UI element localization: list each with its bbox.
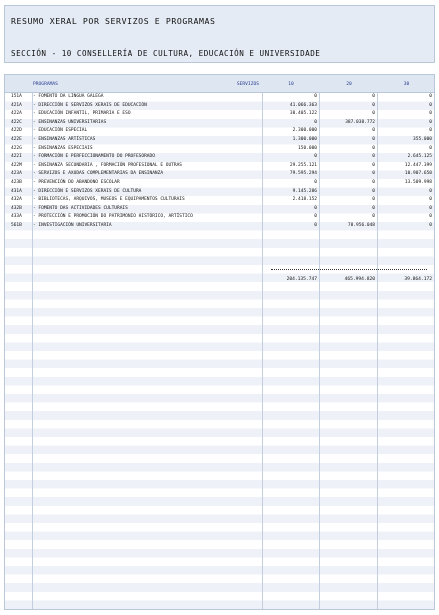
- value-col-30: 2.645.125: [407, 154, 432, 160]
- header-servizos: SERVIZOS: [236, 82, 259, 87]
- table-row: [5, 110, 434, 119]
- value-col-30: 0: [429, 94, 432, 99]
- program-code: 431A: [11, 188, 22, 194]
- program-name: - DIRECCIÓN E SERVIZOS XERAIS DE CULTURA: [33, 188, 142, 194]
- program-code: 432B: [11, 205, 22, 211]
- table-row: [5, 205, 434, 214]
- value-col-30: 0: [429, 111, 432, 117]
- total-col-10: 204.135.747: [286, 277, 317, 282]
- table-header: [5, 75, 434, 93]
- value-col-20: 0: [372, 128, 375, 134]
- table-row: [5, 179, 434, 188]
- program-name: - PREVENCIÓN DO ABANDONO ESCOLAR: [33, 179, 120, 185]
- value-col-30: 0: [429, 145, 432, 151]
- value-col-20: 0: [372, 136, 375, 142]
- table-row: [5, 136, 434, 145]
- table-row: [5, 93, 434, 102]
- value-col-20: 0: [372, 111, 375, 117]
- program-code: 151A: [11, 94, 22, 99]
- table-row: [5, 196, 434, 205]
- value-col-20: 0: [372, 205, 375, 211]
- program-code: 422G: [11, 145, 22, 151]
- value-col-10: 38.405.122: [289, 111, 317, 117]
- program-name: - EDUCACIÓN INFANTIL, PRIMARIA E ESO: [33, 111, 131, 117]
- program-name: - BIBLIOTECAS, ARQUIVOS, MUSEOS E EQUIPAMENTOS CULTURAIS: [33, 197, 185, 203]
- program-code: 561B: [11, 222, 22, 228]
- summary-table: [4, 74, 435, 610]
- program-name: - FOMENTO DAS ACTIVIDADES CULTURAIS: [33, 205, 128, 211]
- value-col-30: 0: [429, 128, 432, 134]
- value-col-30: 0: [429, 205, 432, 211]
- value-col-30: 0: [429, 197, 432, 203]
- value-col-20: 387.038.772: [345, 119, 375, 125]
- report-title: RESUMO XERAL POR SERVIZOS E PROGRAMAS: [11, 16, 216, 26]
- value-col-20: 0: [372, 102, 375, 108]
- program-code: 422A: [11, 111, 22, 117]
- value-col-30: 0: [429, 222, 432, 228]
- header-col-10: 10: [288, 82, 294, 87]
- value-col-30: 10.907.650: [404, 171, 432, 177]
- value-col-20: 0: [372, 94, 375, 99]
- value-col-10: 2.300.000: [292, 128, 317, 134]
- value-col-30: 0: [429, 119, 432, 125]
- value-col-10: 29.255.121: [289, 162, 317, 168]
- table-row: [5, 170, 434, 179]
- value-col-10: 0: [314, 205, 317, 211]
- value-col-10: 1.300.000: [292, 136, 317, 142]
- section-title: SECCIÓN - 10 CONSELLERÍA DE CULTURA, EDUCACIÓN E UNIVERSIDADE: [11, 49, 321, 58]
- program-code: 422E: [11, 136, 22, 142]
- header-col-30: 30: [403, 82, 410, 87]
- program-name: - ENSINANZAS UNIVERSITARIAS: [33, 119, 107, 125]
- value-col-20: 0: [372, 171, 375, 177]
- value-col-30: 0: [429, 214, 432, 220]
- value-col-30: 0: [429, 188, 432, 194]
- header-programas: PROGRAMAS: [33, 82, 58, 87]
- program-code: 423B: [11, 179, 22, 185]
- program-name: - ENSINANZA SECUNDARIA , FORMACIÓN PROFESIONAL E OUTRAS: [33, 162, 183, 168]
- value-col-20: 0: [372, 162, 375, 168]
- program-name: - FOMENTO DA LINGUA GALEGA: [33, 94, 104, 99]
- totals-row: [5, 275, 434, 284]
- table-row: [5, 145, 434, 154]
- program-code: 422M: [11, 162, 22, 168]
- program-name: - EDUCACIÓN ESPECIAL: [33, 128, 88, 134]
- program-code: 422I: [11, 154, 22, 160]
- program-name: - INVESTIGACIÓN UNIVERSITARIA: [33, 222, 112, 228]
- value-col-20: 0: [372, 145, 375, 151]
- report-header: [4, 5, 435, 63]
- value-col-20: 0: [372, 154, 375, 160]
- table-row: [5, 127, 434, 136]
- table-row: [5, 119, 434, 128]
- program-name: - PROTECCIÓN E PROMOCIÓN DO PATRIMONIO HISTÓRICO, ARTÍSTICO: [33, 214, 193, 220]
- value-col-10: 2.418.152: [292, 197, 317, 203]
- value-col-10: 41.066.363: [289, 102, 317, 108]
- table-row: [5, 153, 434, 162]
- program-name: - FORMACIÓN E PERFECCIONAMENTO DO PROFESORADO: [33, 154, 155, 160]
- value-col-10: 0: [314, 179, 317, 185]
- total-col-30: 39.864.172: [404, 277, 432, 282]
- value-col-10: 0: [314, 222, 317, 228]
- value-col-10: 0: [314, 154, 317, 160]
- program-name: - ENSINANZAS ESPECIAIS: [33, 145, 93, 151]
- table-row: [5, 222, 434, 231]
- value-col-30: 12.447.399: [404, 162, 432, 168]
- header-col-20: 20: [346, 82, 352, 87]
- value-col-10: 0: [314, 214, 317, 220]
- value-col-20: 0: [372, 179, 375, 185]
- table-row: [5, 102, 434, 111]
- value-col-20: 78.956.048: [347, 222, 375, 228]
- program-code: 432A: [11, 197, 22, 203]
- value-col-10: 0: [314, 119, 317, 125]
- program-code: 433A: [11, 214, 22, 220]
- value-col-30: 355.000: [413, 136, 432, 142]
- value-col-20: 0: [372, 197, 375, 203]
- program-code: 421A: [11, 102, 22, 108]
- program-name: - ENSINANZAS ARTÍSTICAS: [33, 136, 96, 142]
- value-col-10: 79.595.294: [289, 171, 317, 177]
- program-name: - DIRECCIÓN E SERVIZOS XERAIS DE EDUCACIÓN: [33, 102, 147, 108]
- program-code: 423A: [11, 171, 22, 177]
- value-col-20: 0: [372, 214, 375, 220]
- program-name: - SERVIZOS E AXUDAS COMPLEMENTARIAS DA ENSINANZA: [33, 171, 164, 177]
- program-code: 422D: [11, 128, 22, 134]
- value-col-10: 9.145.286: [292, 188, 317, 194]
- totals-separator: [271, 269, 427, 270]
- program-code: 422C: [11, 119, 22, 125]
- value-col-10: 0: [314, 94, 317, 99]
- table-row: [5, 162, 434, 171]
- value-col-30: 0: [429, 102, 432, 108]
- value-col-30: 13.509.998: [404, 179, 432, 185]
- table-row: [5, 213, 434, 222]
- table-body: [5, 93, 434, 231]
- table-row: [5, 188, 434, 197]
- value-col-20: 0: [372, 188, 375, 194]
- total-col-20: 465.994.820: [344, 277, 375, 282]
- value-col-10: 150.000: [298, 145, 317, 151]
